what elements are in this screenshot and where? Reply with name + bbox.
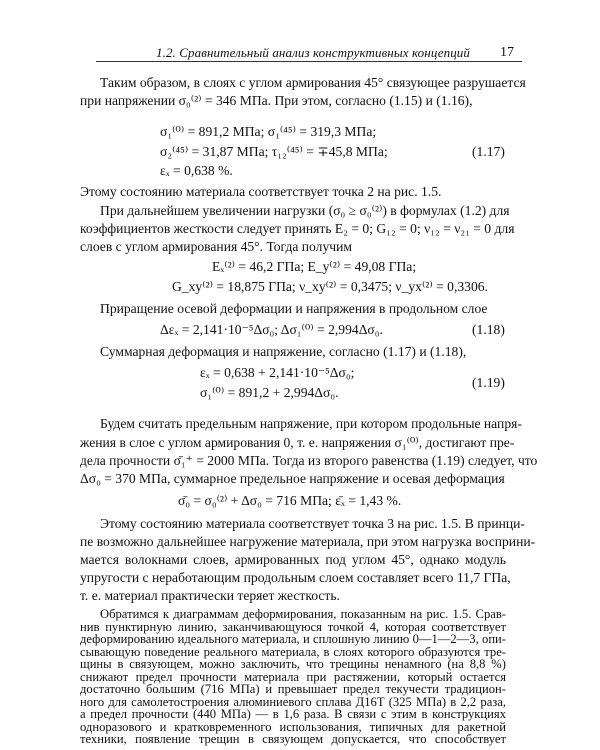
- text-line: ного для самолетостроения алюминиевого сплава Д16Т (325 МПа) в 2,2 раза,: [80, 694, 506, 709]
- text-line: Этому состоянию материала соответствует точка 3 на рис. 1.5. В принци-: [100, 516, 525, 531]
- formula-line: Δεₓ = 2,141·10⁻⁵Δσ₀; Δσ₁⁽⁰⁾ = 2,994Δσ₀.: [160, 322, 383, 337]
- header-rule: [96, 61, 522, 62]
- formula-line: σ₁⁽⁰⁾ = 891,2 + 2,994Δσ₀.: [200, 385, 339, 400]
- formula-line: G_xy⁽²⁾ = 18,875 ГПа; ν_xy⁽²⁾ = 0,3475; ν_yx⁽²⁾ = 0,3306.: [172, 279, 488, 294]
- running-header: [96, 45, 522, 63]
- equation-number: (1.17): [472, 144, 505, 159]
- text-line: т. е. материал практически теряет жесткость.: [80, 588, 340, 603]
- formula-line: Eₓ⁽²⁾ = 46,2 ГПа; E_y⁽²⁾ = 49,08 ГПа;: [212, 259, 417, 274]
- text-line: жения в слое с углом армирования 0, т. е. напряжения σ₁⁽⁰⁾, достигают пре-: [80, 435, 515, 450]
- formula-line: σ̄₀ = σ₀⁽²⁾ + Δσ₀ = 716 МПа; ε̄ₓ = 1,43 %.: [178, 493, 402, 508]
- text-line: При дальнейшем увеличении нагрузки (σ₀ ≥ σ₀⁽²⁾) в формулах (1.2) для: [100, 203, 510, 218]
- text-line: слоев с углом армирования 45°. Тогда получим: [80, 239, 352, 254]
- text-line: пе возможно дальнейшее нагружение материала, при этом нагрузка восприни-: [80, 534, 536, 549]
- text-line: достаточно большим (716 МПа) и превышает предел текучести традицион-: [80, 682, 506, 696]
- text-line: Суммарная деформация и напряжение, согласно (1.17) и (1.18),: [100, 344, 467, 359]
- formula-line: σ₁⁽⁰⁾ = 891,2 МПа; σ₁⁽⁴⁵⁾ = 319,3 МПа;: [160, 124, 377, 139]
- formula-line: εₓ = 0,638 + 2,141·10⁻⁵Δσ₀;: [200, 365, 355, 380]
- text-line: Обратимся к диаграммам деформирования, показанным на рис. 1.5. Срав-: [100, 607, 506, 621]
- text-line: нив пунктирную линию, заканчивающуюся точкой 4, которая соответствует: [80, 619, 506, 634]
- text-line: Будем считать предельным напряжение, при котором продольные напря-: [100, 416, 522, 431]
- text-line: мается волокнами слоев, армированных под углом 45°, однако модуль: [80, 552, 506, 567]
- section-title: 1.2. Сравнительный анализ конструктивных концепций: [156, 45, 471, 60]
- text-line: при напряжении σ₀⁽²⁾ = 346 МПа. При этом, согласно (1.15) и (1.16),: [80, 93, 473, 108]
- text-line: дела прочности σ̄₁⁺ = 2000 МПа. Тогда из второго равенства (1.19) следует, что: [80, 453, 538, 468]
- equation-number: (1.19): [472, 375, 505, 390]
- equation-number: (1.18): [472, 322, 505, 337]
- text-line: снижают предел прочности материала при растяжении, который остается: [80, 669, 506, 684]
- page-number: 17: [500, 45, 514, 60]
- text-line: сывающую поведение реального материала, в слоях которого образуются тре-: [80, 644, 506, 659]
- text-line: деформированию идеального материала, и сплошную линию 0—1—2—3, опи-: [80, 632, 506, 646]
- text-line: щины в связующем, можно заключить, что трещины ненамного (на 8,8 %): [80, 657, 506, 671]
- text-line: Таким образом, в слоях с углом армирования 45° связующее разрушается: [100, 75, 526, 90]
- text-line: Этому состоянию материала соответствует точка 2 на рис. 1.5.: [80, 184, 442, 199]
- text-line: одноразового и кратковременного использования, типичных для ракетной: [80, 719, 506, 734]
- text-line: упругости с неработающим продольным слоем составляет всего 11,7 ГПа,: [80, 570, 511, 585]
- formula-line: σ₂⁽⁴⁵⁾ = 31,87 МПа; τ₁₂⁽⁴⁵⁾ = ∓45,8 МПа;: [160, 144, 388, 159]
- text-line: а предел прочности (440 МПа) — в 1,6 раза. В связи с этим в конструкциях: [80, 707, 506, 721]
- text-line: техники, появление трещин в связующем допускается, что способствует: [80, 732, 506, 746]
- text-line: Δσ₀ = 370 МПа, суммарное предельное напряжение и осевая деформация: [80, 471, 505, 486]
- text-line: коэффициентов жесткости следует принять E₂ = 0; G₁₂ = 0; ν₁₂ = ν₂₁ = 0 для: [80, 221, 515, 236]
- formula-line: εₓ = 0,638 %.: [160, 163, 233, 178]
- text-line: Приращение осевой деформации и напряжения в продольном слое: [100, 301, 488, 316]
